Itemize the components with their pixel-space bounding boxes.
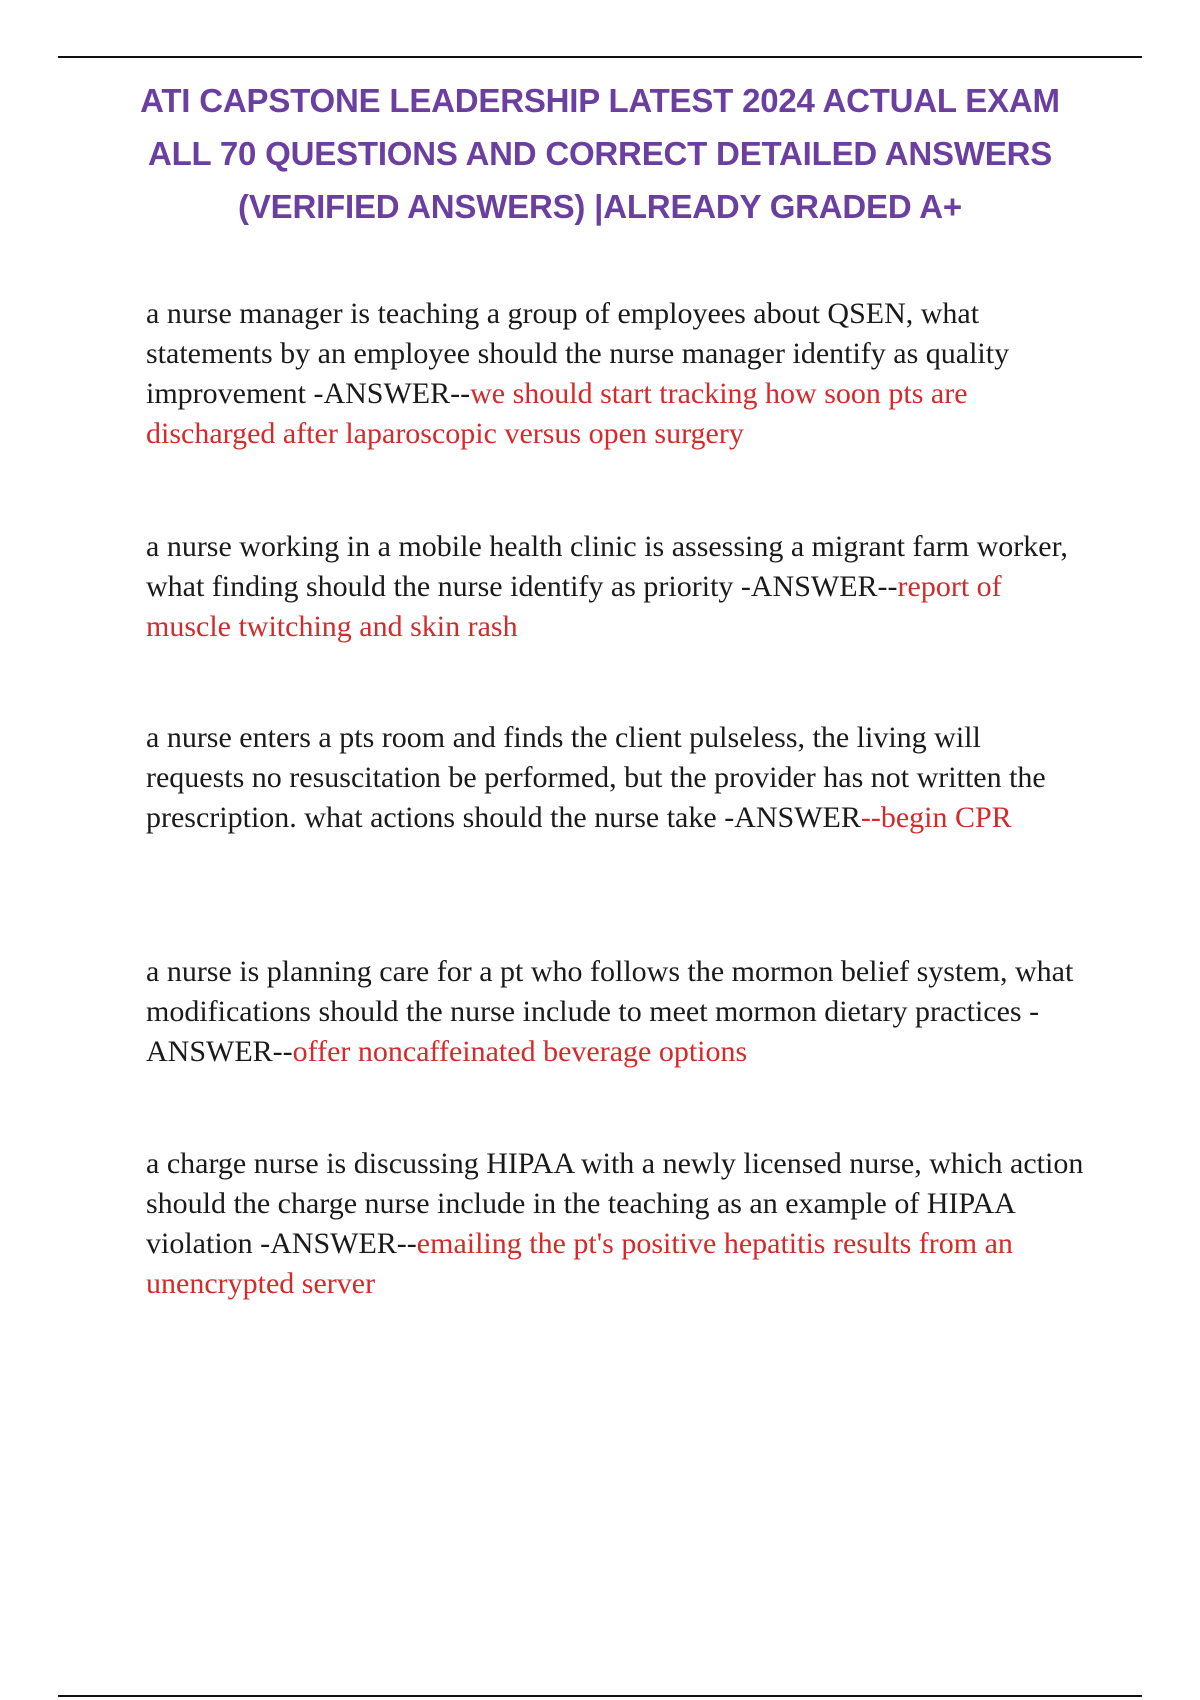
question-text: a nurse manager is teaching a group of employees about QSEN, what statements by an employee should the nurse manager identify as quality improvement -ANSWER--: [146, 297, 1010, 410]
bottom-rule: [58, 1695, 1142, 1697]
qa-item: [146, 952, 1086, 1072]
question-text: a charge nurse is discussing HIPAA with a newly licensed nurse, which action should the charge nurse include in the teaching as an example of HIPAA violation -ANSWER--: [146, 1147, 1084, 1260]
question-text: a nurse enters a pts room and finds the client pulseless, the living will requests no resuscitation be performed, but the provider has not written the prescription. what actions should the nurse take -ANSWER: [146, 721, 1046, 834]
answer-text: emailing the pt's positive hepatitis results from an unencrypted server: [146, 1227, 1013, 1300]
answer-text: --begin CPR: [860, 801, 1012, 834]
answer-text: report of muscle twitching and skin rash: [146, 570, 1002, 643]
answer-text: we should start tracking how soon pts are discharged after laparoscopic versus open surgery: [146, 377, 968, 450]
document-title: [80, 74, 1120, 233]
question-text: a nurse working in a mobile health clinic is assessing a migrant farm worker, what finding should the nurse identify as priority -ANSWER--: [146, 530, 1068, 603]
qa-item: [146, 294, 1086, 454]
title-line-3: (VERIFIED ANSWERS) |ALREADY GRADED A+: [238, 188, 962, 225]
top-rule: [58, 56, 1142, 58]
qa-item: [146, 718, 1086, 838]
answer-text: offer noncaffeinated beverage options: [292, 1035, 748, 1068]
title-line-1: ATI CAPSTONE LEADERSHIP LATEST 2024 ACTUAL EXAM: [140, 82, 1060, 119]
title-line-2: ALL 70 QUESTIONS AND CORRECT DETAILED ANSWERS: [147, 135, 1053, 172]
qa-item: [146, 1144, 1086, 1304]
question-text: a nurse is planning care for a pt who follows the mormon belief system, what modifications should the nurse include to meet mormon dietary practices -ANSWER--: [146, 955, 1074, 1068]
qa-item: [146, 527, 1086, 647]
